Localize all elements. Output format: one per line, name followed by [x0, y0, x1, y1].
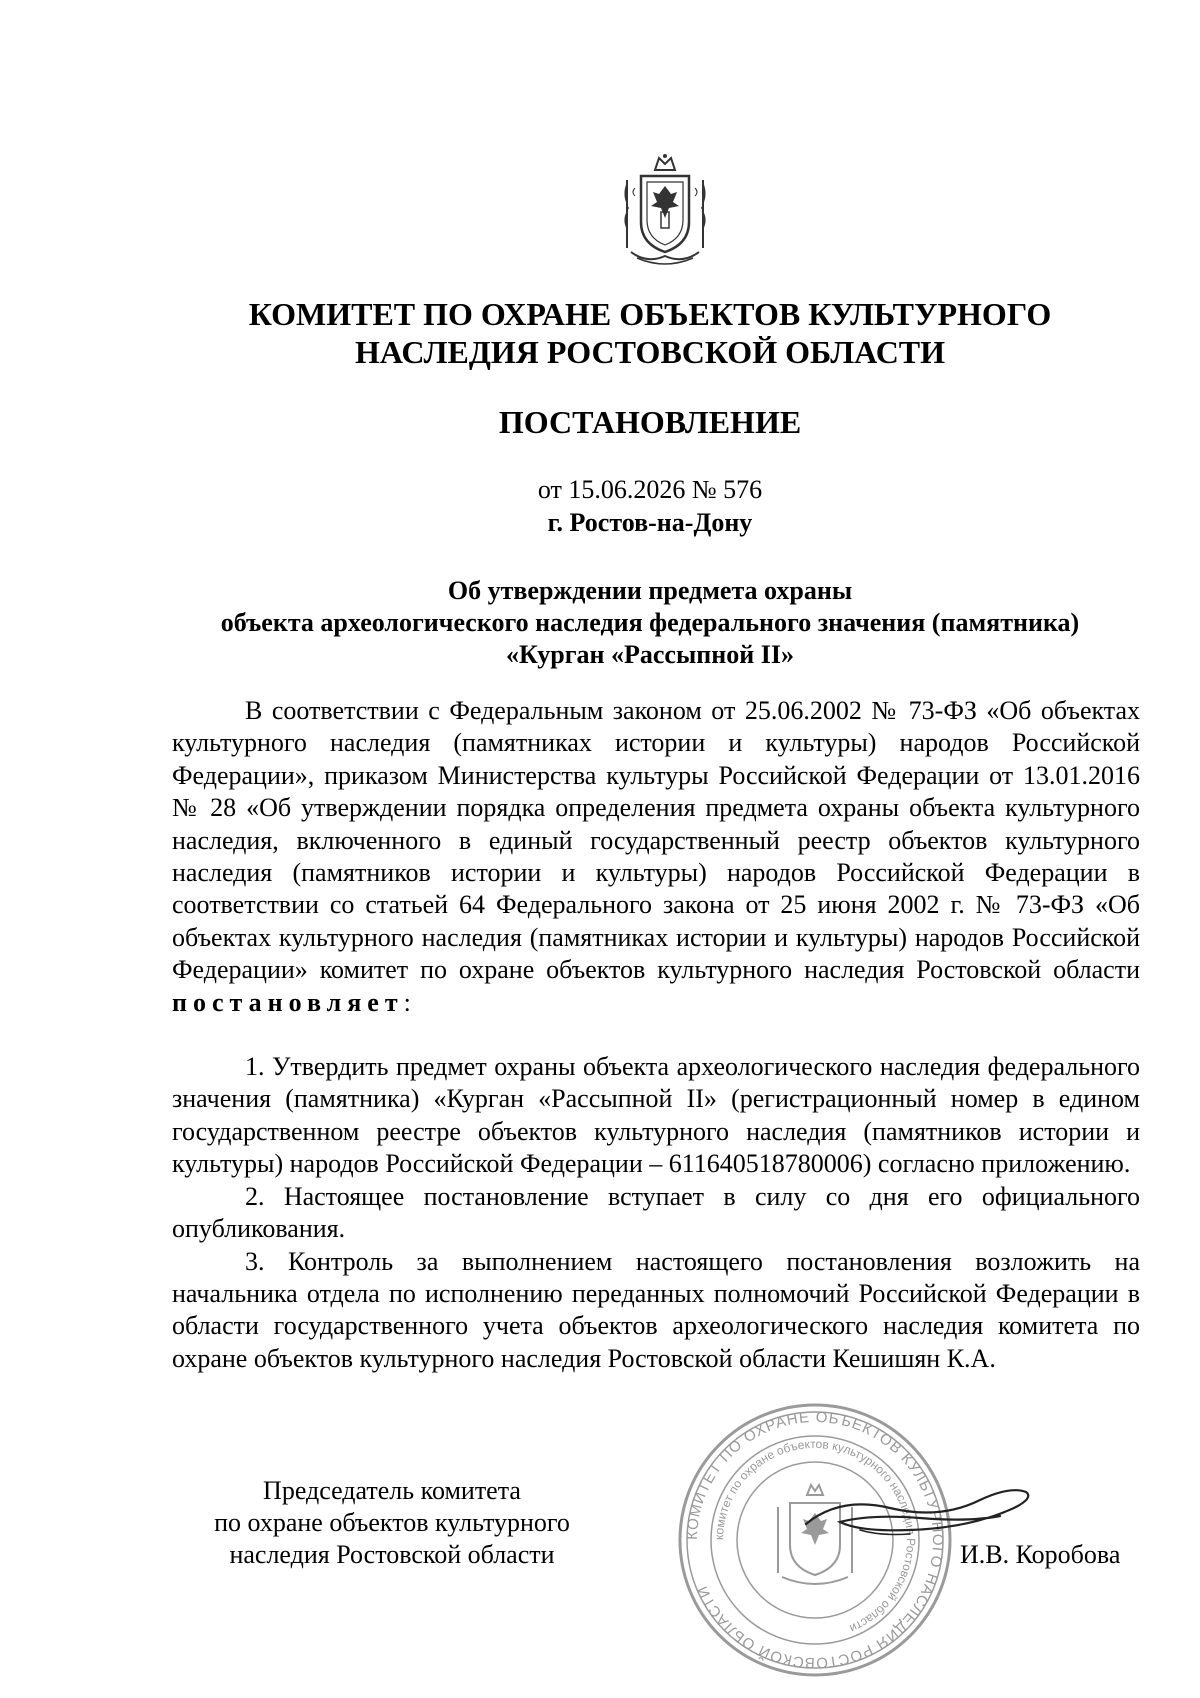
organization-title — [160, 295, 1140, 371]
item-3-paragraph: 3. Контроль за выполнением настоящего постановления возложить на начальника отдела по исполнению переданных полномочий Российской Федерации в области государственного учета объектов археологического наследия комитета по охране объектов культурного наследия Ростовской области Кешишян К.А. — [172, 1246, 1140, 1373]
seal-outer-text: КОМИТЕТ ПО ОХРАНЕ ОБЪЕКТОВ КУЛЬТУРНОГО НАСЛЕДИЯ РОСТОВСКОЙ ОБЛАСТИ — [683, 1408, 947, 1672]
document-type-heading: ПОСТАНОВЛЕНИЕ — [498, 404, 802, 440]
subject-line-2: объекта археологического наследия федерального значения (памятника) — [220, 608, 1080, 637]
handwritten-signature — [800, 1478, 1040, 1548]
coat-of-arms-emblem — [617, 152, 713, 270]
position-line-1: Председатель комитета — [263, 1476, 521, 1505]
paragraph-gap — [172, 1019, 1140, 1051]
position-line-2: по охране объектов культурного — [214, 1508, 570, 1537]
org-title-line-2: НАСЛЕДИЯ РОСТОВСКОЙ ОБЛАСТИ — [354, 334, 946, 370]
document-subject — [160, 575, 1140, 671]
signatory-position — [172, 1475, 612, 1571]
document-body — [172, 695, 1140, 1375]
decree-word: постановляет — [172, 987, 404, 1017]
seal-inner-text: комитет по охране объектов культурного наследия Ростовской области — [711, 1436, 919, 1636]
item-2-paragraph: 2. Настоящее постановление вступает в силу со дня его официального опубликования. — [172, 1181, 1140, 1244]
document-date-number: от 15.06.2026 № 576 — [537, 475, 763, 504]
document-city: г. Ростов-на-Дону — [547, 508, 753, 537]
signatory-name: И.В. Коробова — [960, 1540, 1121, 1569]
item-1-paragraph: 1. Утвердить предмет охраны объекта археологического наследия федерального значения (памятника) «Курган «Рассыпной II» (регистрационный номер в едином государственном реестре объектов культурного наследия (памятников истории и культуры) народов Российской Федерации – 611640518780006) согласно приложению. — [172, 1052, 1140, 1179]
preamble-paragraph — [172, 695, 1140, 1019]
decree-colon: : — [403, 987, 411, 1017]
preamble-text: В соответствии с Федеральным законом от 25.06.2002 № 73-ФЗ «Об объектах культурного наследия (памятниках истории и культуры) народов Российской Федерации», приказом Министерства культуры Российской Федерации от 13.01.2016 № 28 «Об утверждении порядка определения предмета охраны объекта культурного наследия, включенного в единый государственный реестр объектов культурного наследия (памятников истории и культуры) народов Российской Федерации в соответствии со статьей 64 Федерального закона от 25 июня 2002 г. № 73-ФЗ «Об объектах культурного наследия (памятниках истории и культуры) народов Российской Федерации» комитет по охране объектов культурного наследия Ростовской области — [172, 696, 1140, 985]
org-title-line-1: КОМИТЕТ ПО ОХРАНЕ ОБЪЕКТОВ КУЛЬТУРНОГО — [248, 296, 1052, 332]
subject-line-1: Об утверждении предмета охраны — [447, 576, 853, 605]
subject-line-3: «Курган «Рассыпной II» — [506, 640, 794, 669]
position-line-3: наследия Ростовской области — [229, 1540, 555, 1569]
